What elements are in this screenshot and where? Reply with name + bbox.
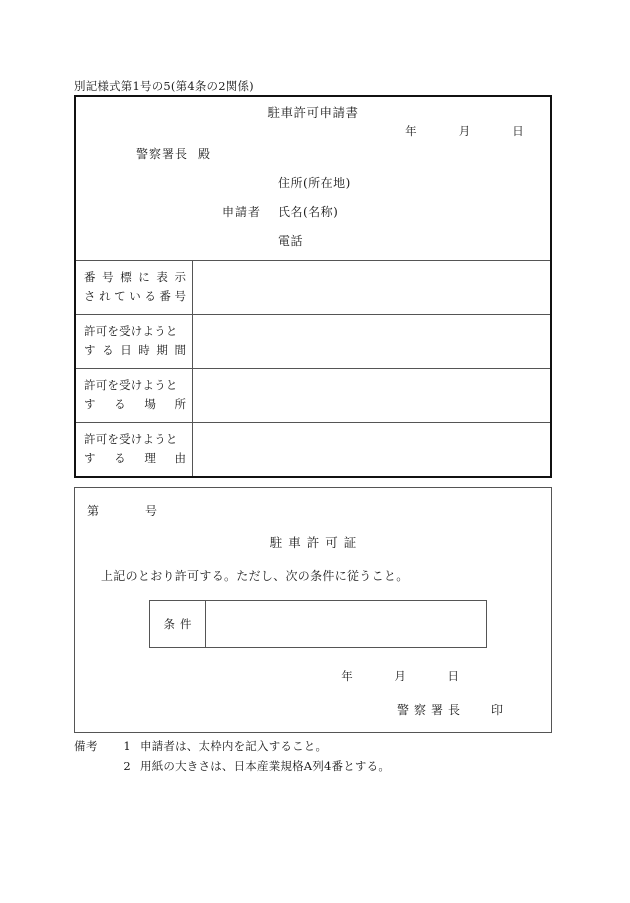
footnote-item [74,756,574,776]
permit-date-day: 日 [447,669,459,683]
footnotes [74,736,574,776]
row-label-char: 示 [174,270,186,284]
row-label-permit-reason [76,423,193,476]
row-label-permit-place [76,369,193,422]
row-value-permit-period[interactable] [193,315,550,368]
footnote-item [74,736,574,756]
row-label-line [84,287,186,306]
row-label-char: 所 [174,397,186,411]
row-label-char: 番 [84,270,96,284]
table-row [76,368,550,422]
application-header [76,97,550,260]
row-value-permit-place[interactable] [193,369,550,422]
row-label-char: る [102,343,114,357]
application-date-line [405,123,524,139]
row-label-char: 間 [174,343,186,357]
applicant-phone-line [76,227,550,256]
permit-number-suffix: 号 [145,504,158,518]
row-label-char: て [114,289,126,303]
row-label-line [84,395,186,414]
row-value-plate-number[interactable] [193,261,550,314]
row-label-text: 許可を受けようと [84,324,178,338]
row-label-line [84,376,186,395]
row-label-char: 号 [174,289,186,303]
row-label-char: す [84,343,96,357]
footnote-text: 用紙の大きさは、日本産業規格A列4番とする。 [140,759,391,773]
footnote-number: 1 [123,739,131,753]
permit-title: 駐車許可証 [269,535,363,550]
application-date-month: 月 [458,124,471,138]
conditions-label: 条件 [150,601,206,647]
row-label-char: に [138,270,150,284]
table-row [76,314,550,368]
row-label-line [84,341,186,360]
row-label-char: 由 [174,451,186,465]
applicant-name-label: 氏名(名称) [278,205,339,219]
row-label-char: 標 [120,270,132,284]
applicant-section [76,169,550,256]
footnotes-heading: 備考 [74,739,98,753]
permit-number-prefix: 第 [87,504,100,518]
applicant-address-line [76,169,550,198]
row-label-line [84,322,186,341]
form-code-label: 別記様式第1号の5(第4条の2関係) [74,79,254,93]
permit-number-line [87,502,157,519]
permit-seal-marker: 印 [490,703,503,717]
application-date-year: 年 [405,124,417,138]
footnotes-heading-spacer [74,756,114,776]
permit-date-year: 年 [341,669,353,683]
applicant-address-label: 住所(所在地) [278,176,351,190]
row-label-permit-period [76,315,193,368]
row-label-char: る [114,397,126,411]
permit-statement: 上記のとおり許可する。ただし、次の条件に従うこと。 [101,569,409,583]
row-label-char: 時 [138,343,150,357]
application-date-day: 日 [512,124,524,138]
document-title: 駐車許可申請書 [267,105,359,120]
table-row [76,422,550,476]
row-label-char: さ [84,289,96,303]
conditions-box [149,600,487,648]
addressee-office: 警察署長 [136,147,189,161]
row-label-char: る [144,289,156,303]
conditions-value[interactable] [206,601,486,647]
footnote-text: 申請者は、太枠内を記入すること。 [140,739,328,753]
permit-date-line [341,668,459,684]
row-label-char: 理 [144,451,156,465]
row-label-text: 許可を受けようと [84,378,178,392]
row-label-char: る [114,451,126,465]
permit-signer-line [397,701,503,718]
applicant-name-line [76,198,550,227]
row-label-char: す [84,451,96,465]
row-label-line [84,449,186,468]
row-label-char: す [84,397,96,411]
application-block [74,95,552,478]
row-label-char: 号 [102,270,114,284]
row-label-char: 日 [120,343,132,357]
row-label-line [84,268,186,287]
applicant-phone-label: 電話 [278,234,304,248]
table-row [76,260,550,314]
permit-block [74,487,552,733]
row-label-plate-number [76,261,193,314]
row-label-char: 番 [159,289,171,303]
row-label-char: 期 [156,343,168,357]
row-label-text: 許可を受けようと [84,432,178,446]
row-label-char: 表 [156,270,168,284]
row-label-char: い [129,289,141,303]
permit-date-month: 月 [394,669,406,683]
permit-signer-name: 警察署長 [396,703,465,717]
row-label-char: 場 [144,397,156,411]
row-value-permit-reason[interactable] [193,423,550,476]
addressee [136,145,211,162]
footnote-number: 2 [123,759,131,773]
row-label-line [84,430,186,449]
applicant-label: 申請者 [222,205,262,219]
addressee-honorific: 殿 [198,147,212,161]
row-label-char: れ [99,289,111,303]
